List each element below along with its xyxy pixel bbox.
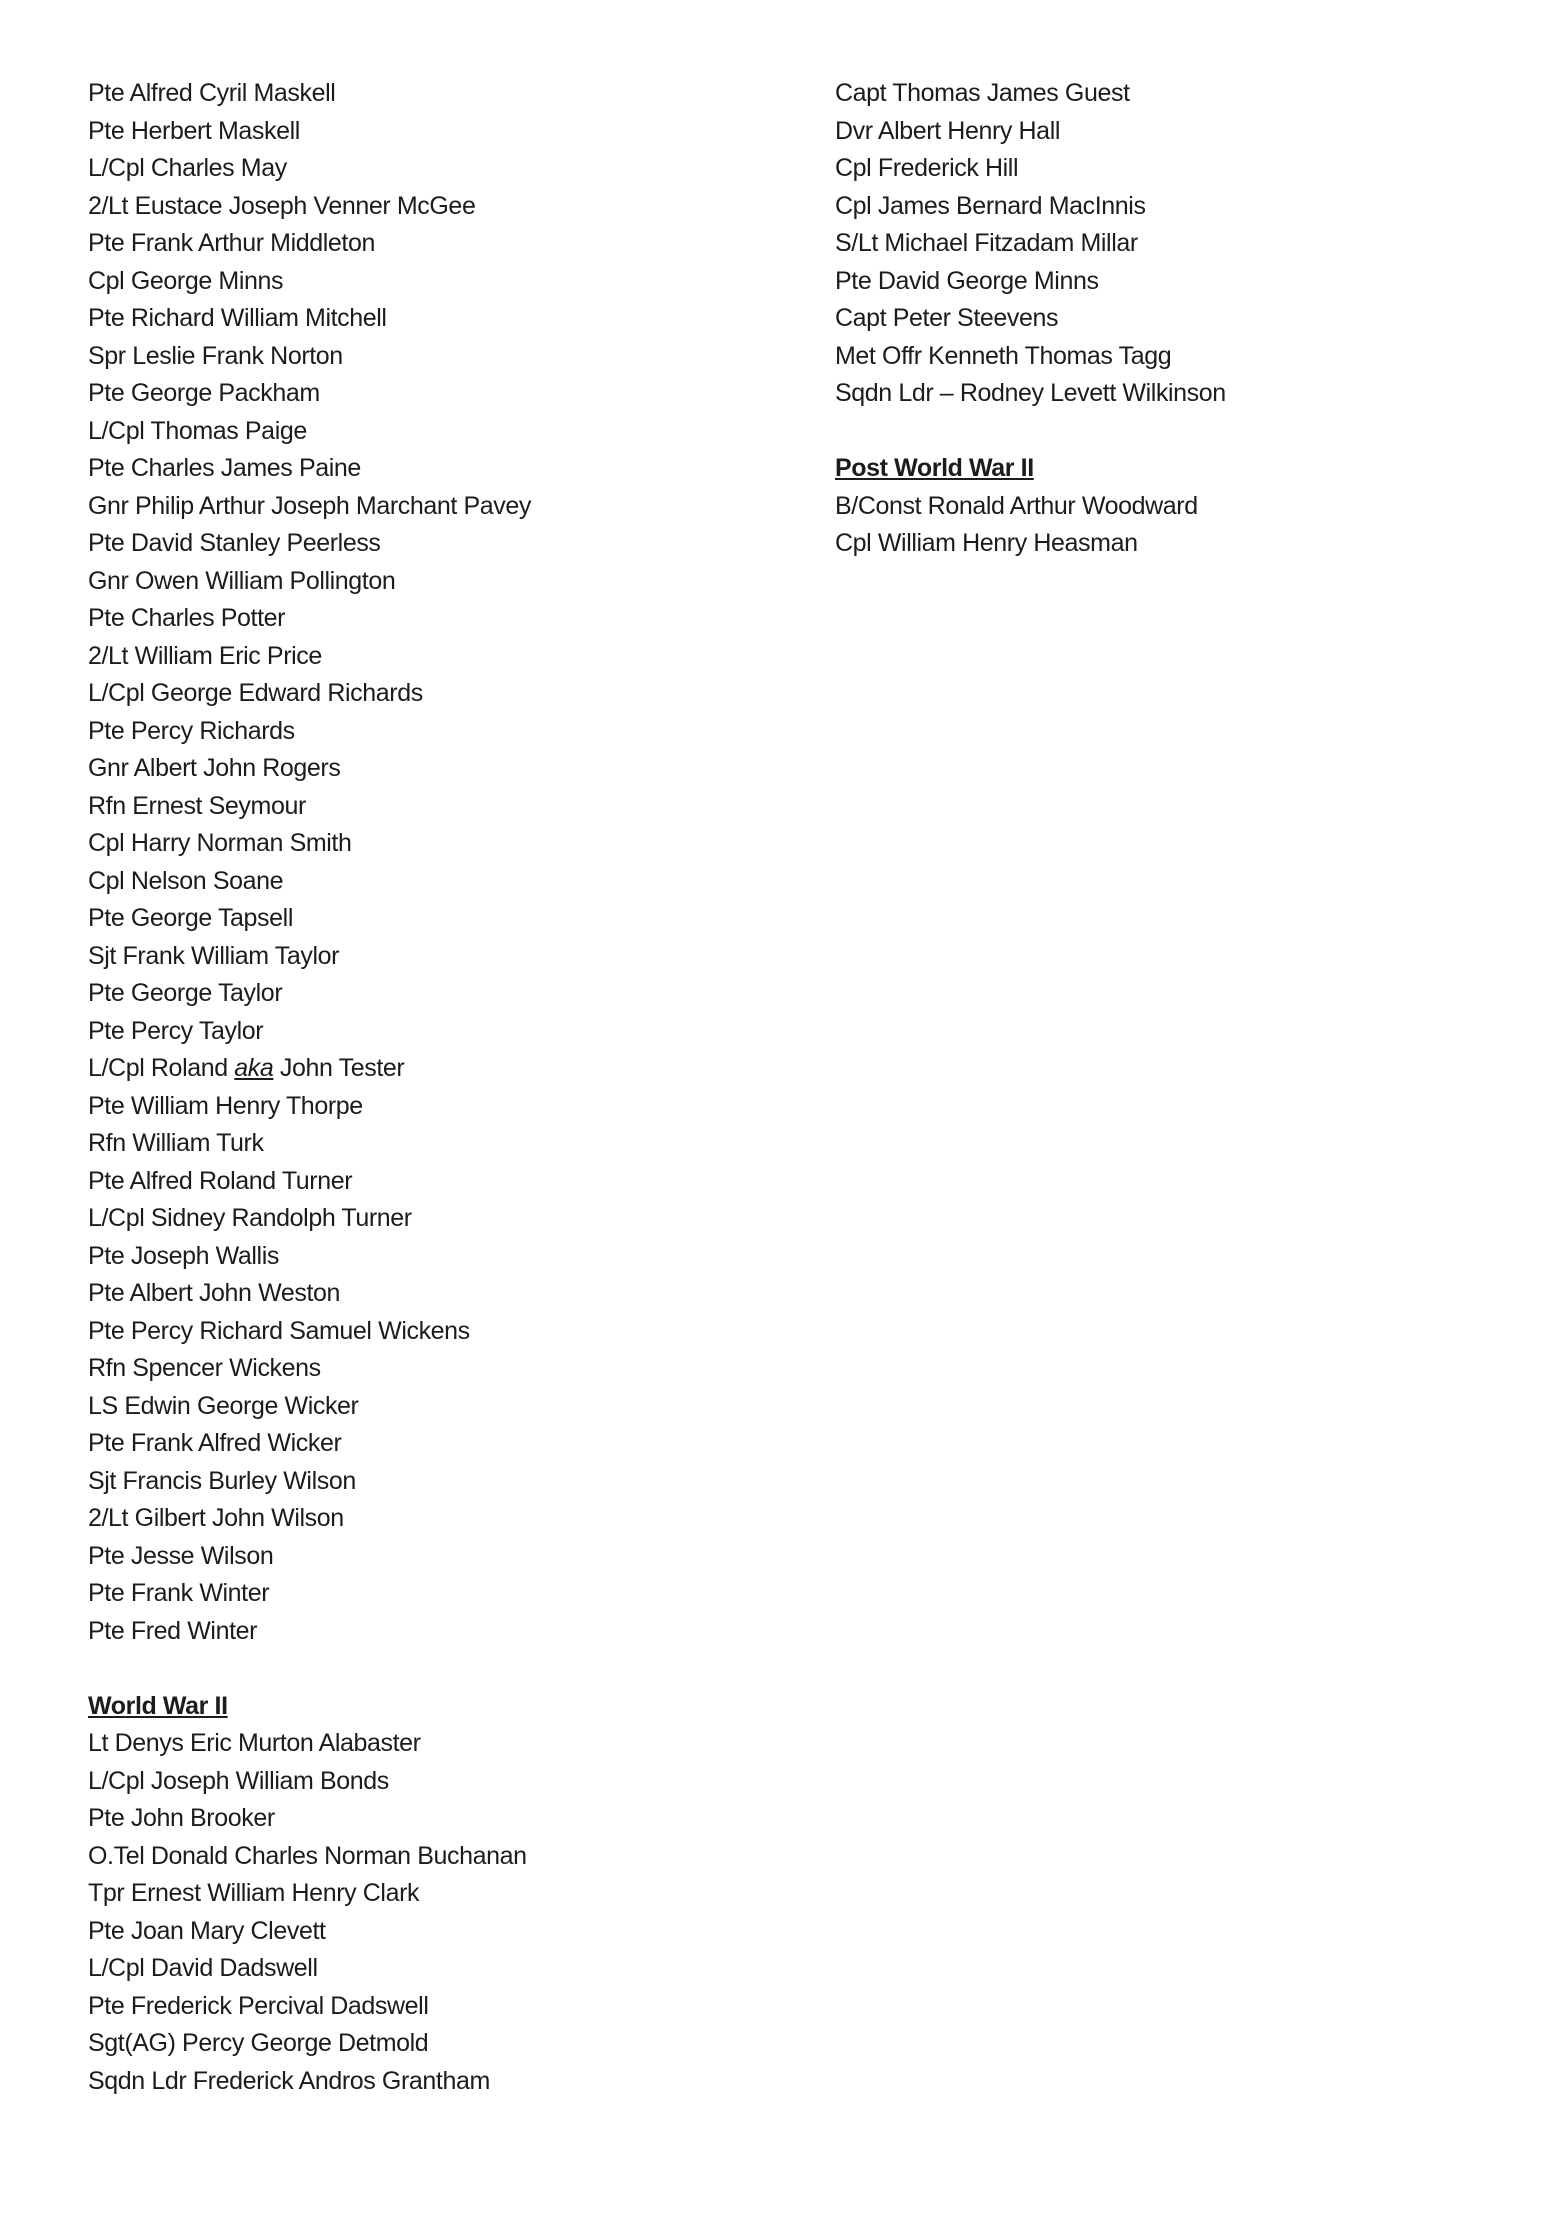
name-row: Pte Richard William Mitchell — [88, 304, 387, 332]
name-row: Dvr Albert Henry Hall — [835, 116, 1060, 145]
section-heading-text: Post World War II — [835, 454, 1034, 482]
right-column — [835, 75, 1535, 563]
name-row: Rfn Spencer Wickens — [88, 1354, 321, 1382]
name-row: LS Edwin George Wicker — [88, 1391, 359, 1420]
name-row: Sgt(AG) Percy George Detmold — [88, 2029, 429, 2057]
section-spacer — [88, 1650, 788, 1688]
name-row: Pte Jesse Wilson — [88, 1541, 274, 1570]
name-row: L/Cpl Charles May — [88, 154, 287, 182]
section-heading-world-war-ii — [88, 1688, 788, 1726]
name-row: Pte David Stanley Peerless — [88, 529, 381, 557]
name-row: Pte Percy Taylor — [88, 1016, 264, 1045]
name-row: Pte Joan Mary Clevett — [88, 1916, 326, 1945]
name-row: 2/Lt William Eric Price — [88, 641, 322, 670]
name-row: Met Offr Kenneth Thomas Tagg — [835, 341, 1172, 370]
name-row: L/Cpl Joseph William Bonds — [88, 1766, 389, 1795]
name-row: Pte Percy Richard Samuel Wickens — [88, 1316, 470, 1345]
section-heading-text: World War II — [88, 1691, 228, 1720]
name-row: Sjt Francis Burley Wilson — [88, 1466, 356, 1495]
name-row: Pte Joseph Wallis — [88, 1241, 279, 1270]
name-row: Lt Denys Eric Murton Alabaster — [88, 1729, 421, 1757]
name-row: Pte Percy Richards — [88, 716, 295, 745]
name-row: Cpl George Minns — [88, 266, 284, 295]
name-row: Sqdn Ldr – Rodney Levett Wilkinson — [835, 379, 1226, 407]
name-row: Sjt Frank William Taylor — [88, 941, 340, 970]
name-row: Rfn William Turk — [88, 1129, 264, 1157]
name-row: L/Cpl Sidney Randolph Turner — [88, 1204, 412, 1232]
name-row: Pte George Packham — [88, 379, 320, 407]
name-row: L/Cpl George Edward Richards — [88, 679, 423, 707]
name-row: 2/Lt Gilbert John Wilson — [88, 1504, 344, 1532]
name-row: 2/Lt Eustace Joseph Venner McGee — [88, 191, 476, 220]
name-row: Gnr Owen William Pollington — [88, 566, 396, 595]
name-row: Sqdn Ldr Frederick Andros Grantham — [88, 2066, 490, 2095]
name-row: Rfn Ernest Seymour — [88, 791, 306, 820]
name-row: Pte John Brooker — [88, 1804, 275, 1832]
name-row: Pte Albert John Weston — [88, 1279, 341, 1307]
name-row: Cpl James Bernard MacInnis — [835, 191, 1146, 220]
name-row: Cpl Nelson Soane — [88, 866, 284, 895]
aka-marker: aka — [234, 1054, 274, 1082]
name-row: Pte Alfred Cyril Maskell — [88, 79, 336, 107]
name-row: O.Tel Donald Charles Norman Buchanan — [88, 1841, 527, 1870]
name-row: Tpr Ernest William Henry Clark — [88, 1879, 420, 1907]
name-row: L/Cpl Roland aka John Tester — [88, 1054, 405, 1082]
name-row: Capt Peter Steevens — [835, 304, 1059, 332]
name-row: Pte Alfred Roland Turner — [88, 1166, 353, 1195]
name-row: Pte Frederick Percival Dadswell — [88, 1991, 429, 2020]
name-row: Pte David George Minns — [835, 266, 1099, 295]
name-row: Pte Frank Arthur Middleton — [88, 229, 375, 257]
name-row: Pte Charles Potter — [88, 604, 286, 632]
name-row: L/Cpl Thomas Paige — [88, 416, 307, 445]
section-spacer — [835, 413, 1535, 451]
name-row: Pte Frank Winter — [88, 1579, 270, 1607]
name-row: Pte Herbert Maskell — [88, 116, 300, 145]
name-row: Spr Leslie Frank Norton — [88, 341, 343, 370]
name-row: L/Cpl David Dadswell — [88, 1954, 318, 1982]
name-row: Gnr Philip Arthur Joseph Marchant Pavey — [88, 491, 531, 520]
name-row: Pte George Taylor — [88, 979, 283, 1007]
name-row: Pte George Tapsell — [88, 904, 293, 932]
name-row: Cpl Harry Norman Smith — [88, 829, 352, 857]
name-row: Pte Charles James Paine — [88, 454, 361, 482]
left-column — [88, 75, 788, 2100]
name-row: Pte Frank Alfred Wicker — [88, 1429, 342, 1457]
name-row: S/Lt Michael Fitzadam Millar — [835, 229, 1138, 257]
name-row: B/Const Ronald Arthur Woodward — [835, 491, 1198, 520]
name-row: Cpl Frederick Hill — [835, 154, 1019, 182]
name-row: Pte Fred Winter — [88, 1616, 258, 1645]
name-row: Pte William Henry Thorpe — [88, 1091, 363, 1120]
name-row: Capt Thomas James Guest — [835, 79, 1130, 107]
name-row: Cpl William Henry Heasman — [835, 529, 1138, 557]
section-heading-post-world-war-ii — [835, 450, 1535, 488]
name-row: Gnr Albert John Rogers — [88, 754, 341, 782]
